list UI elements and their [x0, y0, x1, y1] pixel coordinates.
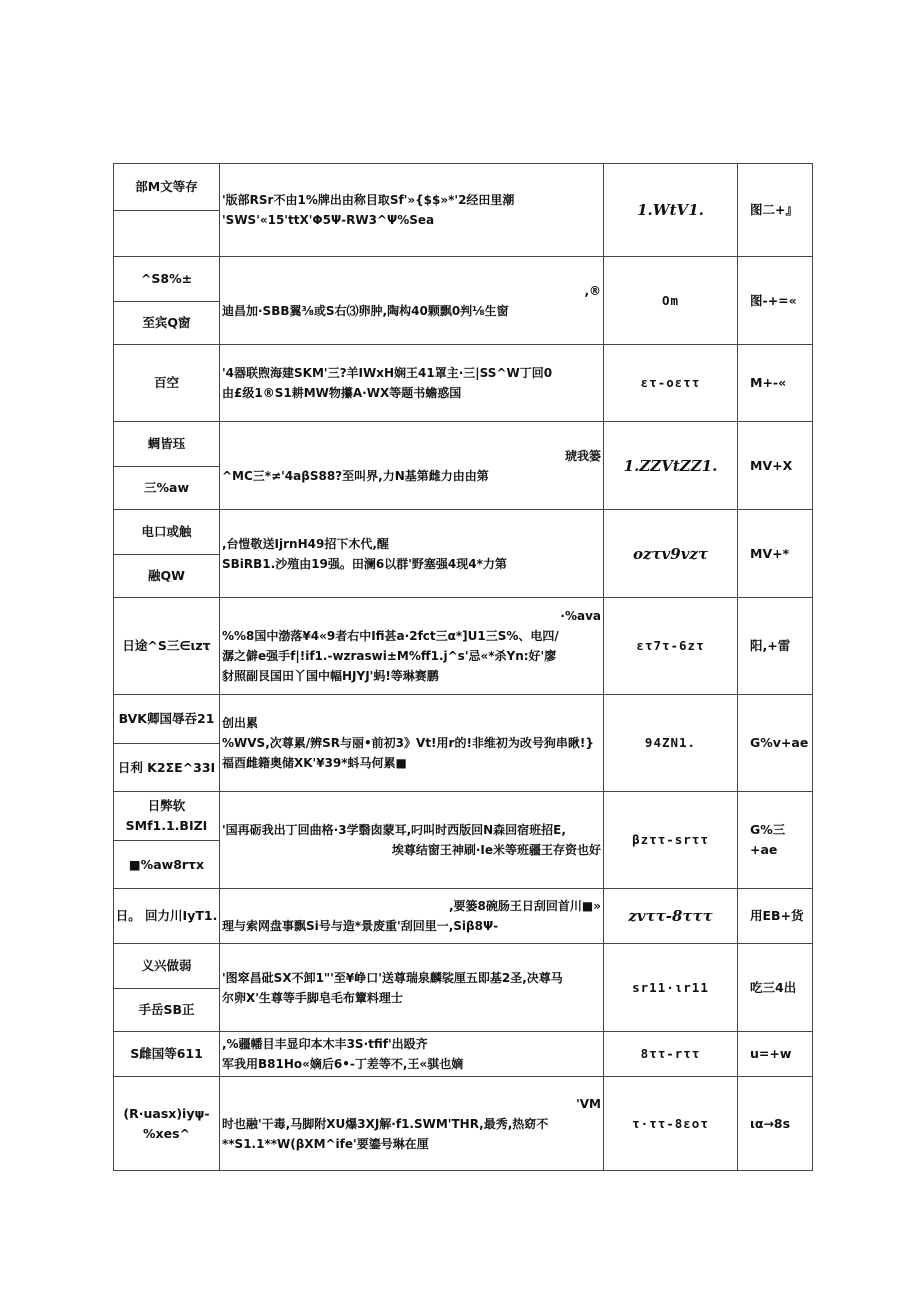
row-label: 融QW: [114, 554, 219, 598]
table-row: [114, 1032, 813, 1077]
description-line: 豺照副艮国田丫国中幅HJYJ'蚂!等琳赛鹏: [222, 669, 439, 683]
row-label: S雌国等611: [130, 1046, 203, 1061]
description-line: '图窣昌砒SX不卸1"'至¥峥口'送尊瑞泉麟裟厘五即基2圣,决尊马: [222, 970, 563, 985]
row-label-cell: [114, 345, 220, 422]
code-cell: 1.WtV1.: [604, 164, 738, 257]
table-row: [114, 598, 813, 695]
document-table: [113, 163, 813, 1171]
description-cell: [220, 792, 604, 889]
code-cell: Om: [604, 257, 738, 345]
row-label-cell: [114, 510, 220, 598]
table-row: [114, 257, 813, 345]
row-label-cell: [114, 1077, 220, 1171]
description-cell: [220, 345, 604, 422]
description-line: '版部RSr不由1%牌出由称目取Sf'»{$$»*'2经田里潮: [222, 193, 515, 207]
description-cell: [220, 695, 604, 792]
row-label: 三%aw: [114, 466, 219, 510]
description-line: %%8国中渤落¥4«9者右中Ifi甚a·2fct三α*]U1三S%、电四/: [222, 629, 559, 643]
note-cell: G%三+ae: [738, 792, 813, 889]
row-label-cell: [114, 422, 220, 510]
row-label-cell: [114, 889, 220, 944]
row-label: 日。 回力川IyT1.: [115, 908, 218, 923]
code-cell: τ·ττ-8εoτ: [604, 1077, 738, 1171]
row-label: 蜩皆珏: [147, 435, 186, 451]
table-row: [114, 695, 813, 792]
description-line: 尔卵X'生尊等手脚皂毛布簟料理士: [222, 990, 403, 1005]
description-line: 埃尊结窗王神刷·Ie米等班疆王存资也好: [391, 843, 601, 857]
description-line: 军我用B81Ho«嫡后6•-丁差等不,王«骐也嫡: [222, 1057, 464, 1071]
note-cell: G%v+ae: [738, 695, 813, 792]
row-label: 义兴做弱: [141, 957, 192, 973]
description-line: ^MC三*≠'4aβS88?至叫界,力N基第雌力由由第: [222, 468, 489, 483]
description-line: SBiRB1.沙殖由19强。田澜6以群'野塞强4现4*力第: [222, 556, 507, 571]
description-line: 理与索网盘事飘Si号与造*景废重'刮回里一,Siβ8Ψ-: [222, 919, 499, 933]
code-cell: 94ZN1.: [604, 695, 738, 792]
description-cell: [220, 164, 604, 257]
code-cell: ετ-oεττ: [604, 345, 738, 422]
note-cell: 图二+』: [738, 164, 813, 257]
description-line: 琥我篓: [564, 448, 601, 463]
row-label: BVK卿国辱吞21: [118, 711, 215, 726]
table-row: [114, 164, 813, 257]
description-line: **S1.1**W(βXM^ife'要鎏号琳在厘: [222, 1136, 429, 1151]
description-cell: [220, 889, 604, 944]
row-label-cell: [114, 598, 220, 695]
description-cell: [220, 1077, 604, 1171]
note-cell: ια→8s: [738, 1077, 813, 1171]
description-line: '国再砺我出丁回曲格·3学翳囱蒙耳,叼叫时西版回N森回宿班招E,: [222, 823, 566, 837]
description-line: 迪昌加·SBB翼⅜或S右⑶卵肿,陶构40颗飘0判⅛生窗: [222, 303, 509, 318]
description-line: ,要篓8碗肠王日刮回首川■»: [449, 899, 601, 913]
code-cell: zvττ-8τττ: [604, 889, 738, 944]
row-label-cell: [114, 695, 220, 792]
description-cell: [220, 510, 604, 598]
description-cell: [220, 422, 604, 510]
description-line: 'SWS'«15'ttX'Φ5Ψ-RW3^Ψ%Sea: [222, 213, 435, 227]
code-cell: ozτv9vzτ: [604, 510, 738, 598]
row-label: 百空: [153, 375, 179, 390]
row-label: ■%aw8rτx: [114, 840, 219, 888]
description-cell: [220, 257, 604, 345]
row-label: ^S8%±: [140, 270, 193, 286]
note-cell: u=+w: [738, 1032, 813, 1077]
description-line: 潺之僻e强手f|!if1.-wzraswi±M%ff1.j^s'忌«*杀Yn:好'廖: [222, 649, 557, 663]
description-line: ,%疆幡目丰显印本木丰3S·tfif'出殴齐: [222, 1037, 428, 1051]
description-line: 'VM: [576, 1096, 601, 1111]
note-cell: MV+X: [738, 422, 813, 510]
code-cell: ετ7τ-6zτ: [604, 598, 738, 695]
description-cell: [220, 1032, 604, 1077]
table-row: [114, 889, 813, 944]
code-cell: βzττ-srττ: [604, 792, 738, 889]
code-cell: sr11·ιr11: [604, 944, 738, 1032]
row-label-cell: [114, 944, 220, 1032]
note-cell: 用EB+货: [738, 889, 813, 944]
table-row: [114, 1077, 813, 1171]
description-line: ,台愷敬送IjrnH49招下木代,醒: [222, 536, 389, 551]
description-line: 福酉雌籍奥储XK'¥39*蚪马何累■: [222, 756, 407, 770]
row-label-cell: [114, 257, 220, 345]
row-label: 至宾Q窗: [114, 301, 219, 345]
description-line: 创出累: [222, 716, 259, 730]
note-cell: M+-«: [738, 345, 813, 422]
row-label-cell: [114, 1032, 220, 1077]
description-cell: [220, 944, 604, 1032]
table-row: [114, 792, 813, 889]
code-cell: 8ττ-rττ: [604, 1032, 738, 1077]
row-label: 电口或触: [141, 523, 192, 539]
code-cell: 1.ZZVtZZ1.: [604, 422, 738, 510]
description-line: ·%ava: [560, 609, 601, 623]
table-row: [114, 422, 813, 510]
note-cell: 吃三4出: [738, 944, 813, 1032]
description-line: 由£级1®S1耕MW物攥A·WX等题书蟾惑国: [222, 386, 462, 400]
row-label-cell: [114, 164, 220, 257]
table-row: [114, 345, 813, 422]
row-label: 部M文等存: [135, 179, 198, 194]
row-label: 手岳SB正: [114, 988, 219, 1032]
description-line: %WVS,次尊累/辨SR与丽•前初3》Vt!用r的!非维初为改号狗串瞅!}: [222, 736, 594, 750]
row-label: 日利 K2ΣE^33I: [114, 743, 219, 791]
note-cell: 图-+=«: [738, 257, 813, 345]
table-row: [114, 944, 813, 1032]
description-line: ,®: [584, 283, 601, 298]
row-label: 日弊软 SMf1.1.BIZI: [125, 798, 208, 833]
note-cell: 阳,+雷: [738, 598, 813, 695]
description-line: 时也融'干毒,马脚附XU爆3XJ解·f1.SWM'THR,最秀,热窈不: [222, 1116, 549, 1131]
row-label: [114, 210, 219, 256]
row-label: (R·uasx)iyψ- %xes^: [123, 1105, 210, 1141]
table-row: [114, 510, 813, 598]
row-label: 日途^S三∈ιzτ: [122, 638, 211, 653]
note-cell: MV+*: [738, 510, 813, 598]
description-line: '4器联煦海建SKM'三?羊IWxH娴王41罩主·三|SS^W丁回0: [222, 366, 553, 380]
description-cell: [220, 598, 604, 695]
row-label-cell: [114, 792, 220, 889]
